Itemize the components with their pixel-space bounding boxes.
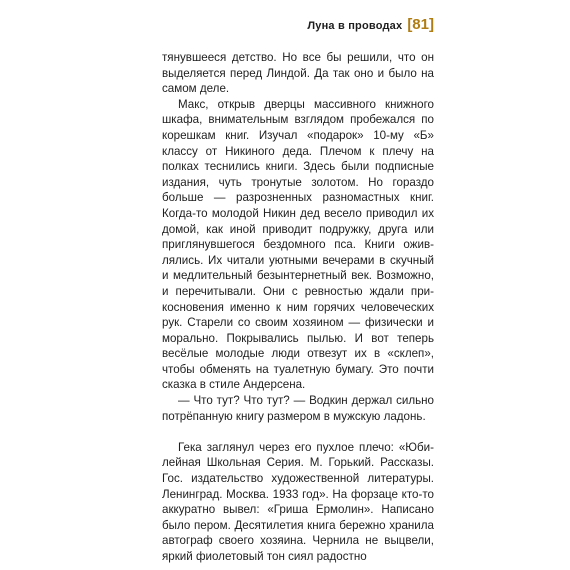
paragraph: Гека заглянул через его пухлое плечо: «Юбилейная Школьная Серия. М. Горький. Рассказы. Гос. издательство художественной литературы. Ленинград. Москва. 1933 год». На форзаце кто-то аккуратно вывел: «Гриша Ермолин». Написано было пером. Десятилетия книга бережно хранила автограф своего хозяина. Чернила не выцвели, яркий фиолетовый тон сиял радостно	[162, 440, 434, 563]
paragraph: Макс, открыв дверцы массивного книжного шкафа, внимательным взглядом пробежался по корешкам книг. Изучал «подарок» 10-му «Б» классу от Никиного деда. Плечом к плечу на полках теснились книги. Здесь были подписные издания, чуть тронутые золотом. Но гораздо больше — разрозненных разномастных книг. Когда-то молодой Никин дед весело приводил их домой, как иной приводит подружку, друга или приглянувшегося бездомного пса. Книги оживлялись. Их читали уютными вечерами в скучный и медлительный безынтернетный век. Возможно, и перечитывали. Они с ревностью ждали прикосновения именно к ним горячих человеческих рук. Старели со своим хозяином — физически и морально. Покрывались пылью. И вот теперь весёлые молодые люди отвезут их в «склеп», чтобы обменять на туалетную бумагу. Это почти сказка в стиле Андерсена.	[162, 97, 434, 392]
running-title: Луна в проводах	[307, 20, 403, 32]
paragraph: — Что тут? Что тут? — Водкин держал сильно потрёпанную книгу размером в мужскую ладонь.	[162, 394, 434, 423]
paragraph: тянувшееся детство. Но все бы решили, что он выделяется перед Линдой. Да так оно и было на самом деле.	[162, 51, 434, 96]
running-header	[307, 16, 434, 33]
page-body	[162, 50, 434, 565]
page-number: [81]	[407, 16, 434, 33]
